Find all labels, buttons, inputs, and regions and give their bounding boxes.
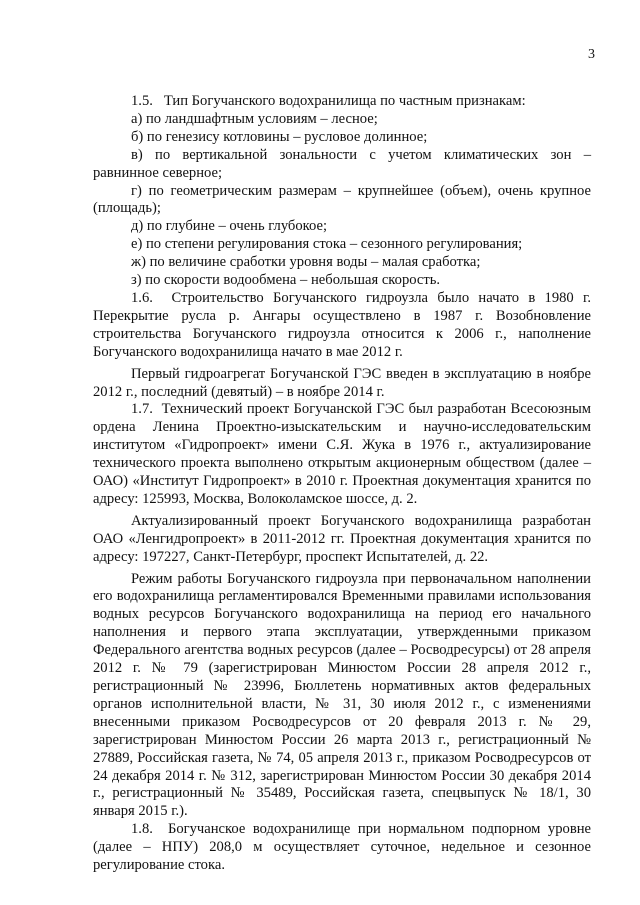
section-1-5-heading: 1.5. Тип Богучанского водохранилища по частным признакам: <box>131 93 526 109</box>
section-1-6-paragraph: 1.6. Строительство Богучанского гидроузла было начато в 1980 г. Перекрытие русла р. Ангары осуществлено в 1987 г. Возобновление строительства Богучанского гидроузла относится к 2006 г., наполнение Богучанского водохранилища начато в мае 2012 г. <box>93 289 591 360</box>
section-1-7-paragraph-3: Режим работы Богучанского гидроузла при первоначальном наполнении его водохранилища регламентировался Временными правилами использования водных ресурсов Богучанского водохранилища на период его начального наполнения и первого этапа эксплуатации, утвержденными приказом Федерального агентства водных ресурсов (далее – Росводресурсы) от 28 апреля 2012 г. № 79 (зарегистрирован Минюстом России 28 апреля 2012 г., регистрационный № 23996, Бюллетень нормативных актов федеральных органов исполнительной власти, № 31, 30 июля 2012 г., с изменениями внесенными приказом Росводресурсов от 20 февраля 2013 г. № 29, зарегистрирован Минюстом России 26 марта 2013 г., регистрационный № 27889, Российская газета, № 74, 05 апреля 2013 г., приказом Росводресурсов от 24 декабря 2014 г. № 312, зарегистрирован Минюстом России 30 декабря 2014 г., регистрационный № 35489, Российская газета, спецвыпуск № 18/1, 30 января 2015 г.). <box>93 570 591 820</box>
section-1-7-paragraph: 1.7. Технический проект Богучанской ГЭС был разработан Всесоюзным ордена Ленина Проектно-изыскательским и научно-исследовательским институтом «Гидропроект» имени С.Я. Жука в 1976 г., актуализирование технического проекта выполнено открытым акционерным обществом (далее – ОАО) «Институт Гидропроект» в 2010 г. Проектная документация хранится по адресу: 125993, Москва, Волоколамское шоссе, д. 2. <box>93 401 591 507</box>
list-item-v: в) по вертикальной зональности с учетом климатических зон – равнинное северное; <box>93 146 591 181</box>
list-item-z: з) по скорости водообмена – небольшая скорость. <box>131 272 441 289</box>
list-item-e: е) по степени регулирования стока – сезонного регулирования; <box>131 236 523 253</box>
list-item-d: д) по глубине – очень глубокое; <box>131 218 327 235</box>
section-1-6-paragraph-2: Первый гидроагрегат Богучанской ГЭС введен в эксплуатацию в ноябре 2012 г., последний (девятый) – в ноябре 2014 г. <box>93 365 591 400</box>
list-item-zh: ж) по величине сработки уровня воды – малая сработка; <box>131 254 481 271</box>
list-item-g: г) по геометрическим размерам – крупнейшее (объем), очень крупное (площадь); <box>93 182 591 217</box>
section-1-8-paragraph: 1.8. Богучанское водохранилище при нормальном подпорном уровне (далее – НПУ) 208,0 м осуществляет суточное, недельное и сезонное регулирование стока. <box>93 821 591 874</box>
section-1-7-paragraph-2: Актуализированный проект Богучанского водохранилища разработан ОАО «Ленгидропроект» в 2011-2012 гг. Проектная документация хранится по адресу: 197227, Санкт-Петербург, проспект Испытателей, д. 22. <box>93 512 591 565</box>
document-body <box>93 93 591 875</box>
list-item-a: а) по ландшафтным условиям – лесное; <box>131 110 378 127</box>
list-item-b: б) по генезису котловины – русловое долинное; <box>131 128 428 145</box>
page-number: 3 <box>588 47 595 62</box>
